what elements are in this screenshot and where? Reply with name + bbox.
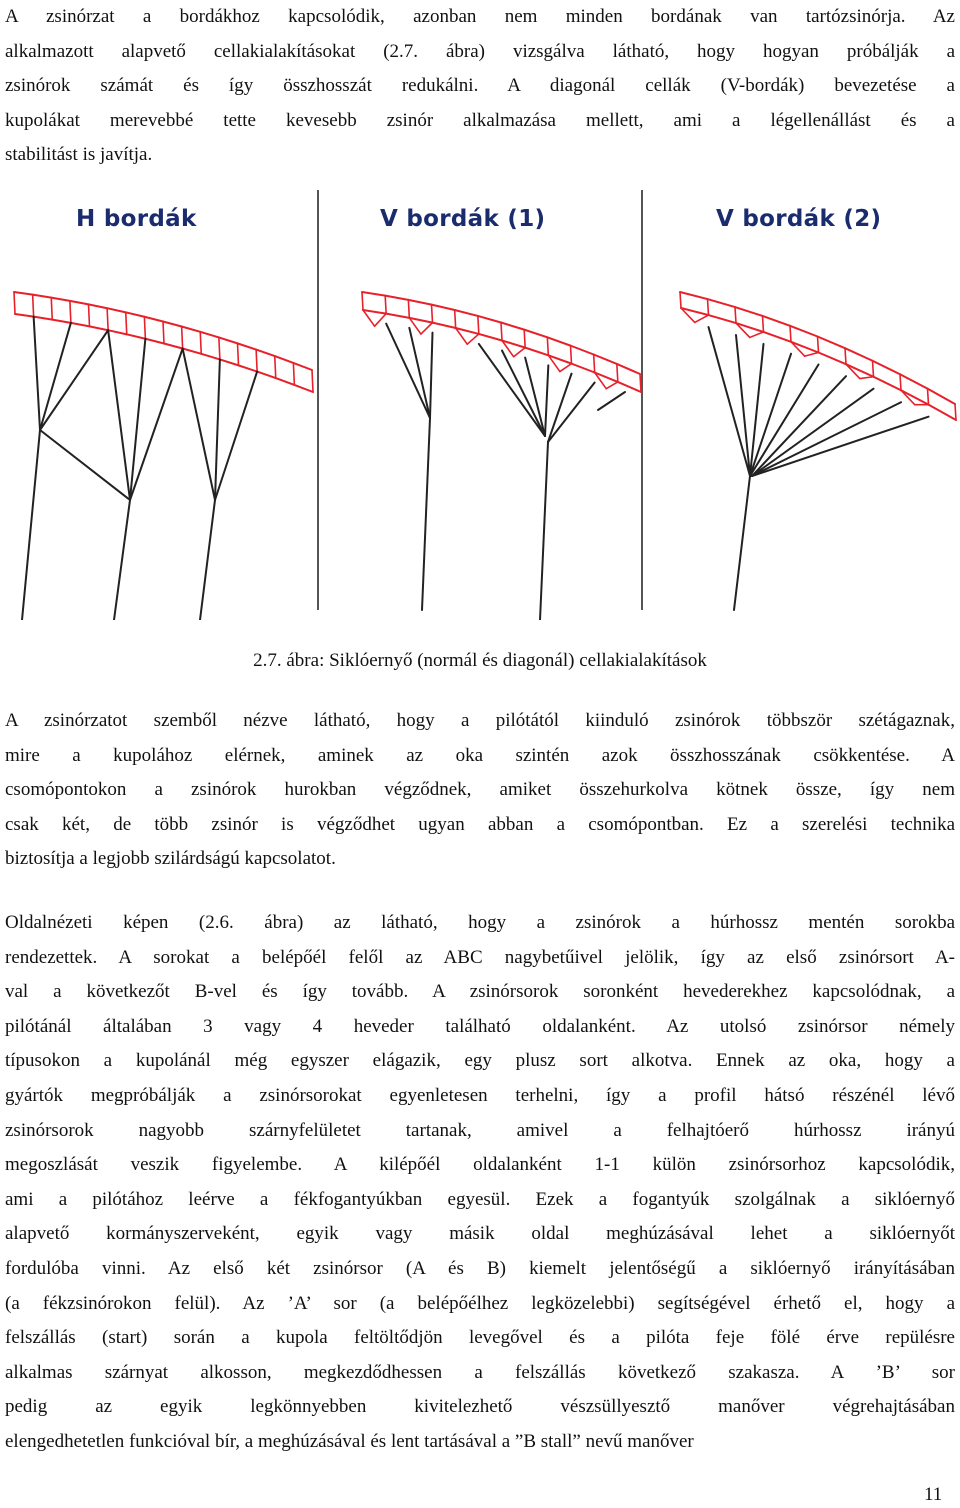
text-line: rendezettek. A sorokat a belépőél felől az ABC nagybetűivel jelölik, így az első zsinórsort A- [5, 946, 955, 968]
canopy-v2-rib [928, 389, 929, 405]
canopy-h-edge [126, 312, 145, 316]
canopy-v2-rib [818, 337, 819, 353]
canopy-v1-edge [618, 382, 641, 392]
suspension-line [409, 328, 430, 418]
canopy-h-edge [257, 372, 276, 379]
canopy-h-edge [276, 378, 295, 385]
suspension-line [114, 500, 130, 620]
canopy-v2-edge [874, 377, 902, 391]
text-line: Oldalnézeti képen (2.6. ábra) az látható, hogy a zsinórok a húrhossz mentén sorokba [5, 912, 955, 933]
canopy-v1-edge [362, 292, 385, 296]
canopy-v1-edge [433, 323, 456, 328]
canopy-v2-edge [900, 374, 928, 388]
text-line: csak két, de több zsinór is végződhet ugyan abban a csomópontban. Ez a szerelési technika [5, 813, 955, 835]
canopy-v1-rib [478, 316, 479, 334]
canopy-h-edge [275, 356, 294, 363]
text-line: stabilitást is javítja. [5, 144, 153, 166]
text-line: biztosítja a legjobb szilárdságú kapcsolatot. [5, 848, 336, 870]
paragraph-1 [5, 0, 955, 173]
canopy-v2-edge [818, 337, 846, 349]
canopy-v2-edge [845, 348, 873, 361]
canopy-v1-edge [501, 323, 524, 330]
canopy-v2-diagonal [805, 353, 819, 357]
text-line: pilótánál általában 3 vagy 4 heveder található oldalanként. Az utolsó zsinórsor némely [5, 1015, 955, 1037]
canopy-v2-rib [735, 307, 736, 323]
canopy-v1-edge [386, 314, 409, 318]
canopy-v2-rib [680, 292, 681, 308]
canopy-v1-edge [432, 305, 455, 310]
suspension-line [736, 335, 750, 476]
canopy-h-rib [182, 327, 183, 349]
canopy-h-rib [200, 332, 201, 354]
canopy-h-edge [33, 295, 52, 298]
canopy-h-edge [70, 301, 89, 305]
text-line: A zsinórzat a bordákhoz kapcsolódik, azonban nem minden bordának van tartózsinórja. Az [5, 6, 955, 27]
suspension-line [430, 333, 433, 418]
canopy-v2-edge [929, 405, 957, 420]
canopy-v1-diagonal [560, 364, 572, 372]
suspension-line [752, 389, 874, 476]
text-line: csomópontokon a zsinórok hurokban végződnek, amiket összehurkolva kötnek össze, így nem [5, 779, 955, 801]
canopy-h-rib [293, 363, 294, 385]
suspension-line [545, 365, 548, 436]
canopy-v1-rib [617, 364, 618, 382]
canopy-h-rib [312, 370, 313, 392]
canopy-v2-edge [928, 389, 956, 404]
suspension-line [108, 330, 130, 500]
canopy-v1-edge [455, 310, 478, 316]
text-line: fordulóba vinni. Az első két zsinórsor (A és B) kiemelt jelentőségű a siklóernyő irányításában [5, 1257, 955, 1279]
suspension-line [34, 317, 40, 430]
canopy-v1-diagonal [421, 323, 433, 334]
canopy-v2-rib [900, 374, 901, 390]
canopy-v1-edge [478, 316, 501, 323]
suspension-line [709, 327, 751, 476]
canopy-h-rib [14, 292, 15, 314]
text-line: típusokon a kupolánál még egyszer elágazik, egy plusz sort alkotva. Ennek az oka, hogy a [5, 1050, 955, 1072]
canopy-v2-edge [873, 361, 901, 375]
canopy-v2-diagonal [750, 332, 764, 338]
text-line: zsinórsorok nagyobb szárnyfelületet tartanak, amivel a felhajtóerő húrhossz irányú [5, 1119, 955, 1141]
canopy-v2-edge [901, 390, 929, 404]
canopy-h-edge [220, 359, 239, 365]
suspension-line [752, 417, 929, 476]
canopy-v1-edge [363, 310, 386, 314]
canopy-v2-rib [790, 326, 791, 342]
canopy-v1-edge [594, 355, 617, 364]
canopy-h-edge [294, 385, 313, 392]
canopy-h-rib [33, 295, 34, 317]
canopy-h-rib [107, 308, 108, 330]
canopy-v1-rib [547, 337, 548, 355]
canopy-h-rib [219, 337, 220, 359]
canopy-h-edge [200, 332, 219, 338]
suspension-line [598, 392, 625, 410]
canopy-h-edge [239, 365, 258, 371]
canopy-h-rib [70, 301, 71, 323]
text-line: (a fékzsinórokon felül). Az ’A’ sor (a belépőélhez legközelebbi) segítségével érhető el, hogy a [5, 1292, 955, 1314]
canopy-h-rib [89, 304, 90, 326]
text-line: zsinórok számát és így összhosszát redukálni. A diagonál cellák (V-bordák) bevezetése a [5, 75, 955, 97]
canopy-v2-edge [764, 332, 792, 342]
canopy-h-edge [256, 350, 275, 357]
canopy-v1-edge [408, 300, 431, 305]
canopy-h-edge [164, 344, 183, 349]
canopy-h-edge [89, 304, 108, 308]
canopy-v2-edge [708, 299, 736, 307]
canopy-v1-edge [572, 364, 595, 373]
canopy-v1-diagonal [467, 334, 479, 344]
canopy-v1-edge [525, 348, 548, 356]
suspension-line [200, 500, 215, 620]
suspension-line [422, 418, 430, 610]
text-line: megoszlását veszik figyelembe. A kilépőél oldalanként 1-1 külön zsinórsorhoz kapcsolódik, [5, 1154, 955, 1176]
canopy-v1-rib [455, 310, 456, 328]
canopy-v2-rib [845, 348, 846, 364]
canopy-v1-rib [432, 305, 433, 323]
suspension-line [548, 383, 595, 443]
canopy-h-edge [183, 349, 202, 354]
text-line: val a következőt B-vel és így tovább. A zsinórsorok soronként hevederekhez kapcsolódnak, a [5, 981, 955, 1003]
canopy-v1-edge [385, 296, 408, 300]
suspension-line [40, 323, 71, 430]
canopy-v2-rib [873, 361, 874, 377]
canopy-v1-rib [362, 292, 363, 310]
text-line: elengedhetetlen funkcióval bír, a meghúzásával és lent tartásával a ”B stall” nevű manőver [5, 1430, 694, 1452]
suspension-line [540, 442, 548, 620]
canopy-v1-rib [501, 323, 502, 341]
canopy-h-rib [163, 322, 164, 344]
suspension-line [40, 330, 108, 430]
canopy-v1-edge [479, 334, 502, 341]
text-line: felszállás (start) során a kupola feltöltődjön levegővel és a pilóta feje fölé érve repülésre [5, 1327, 955, 1349]
suspension-line [752, 402, 901, 476]
canopy-v2-rib [763, 316, 764, 332]
canopy-h-edge [108, 330, 127, 334]
canopy-h-edge [201, 354, 220, 360]
canopy-h-edge [127, 334, 146, 338]
canopy-v1-rib [640, 374, 641, 392]
figure-title-h-ribs: H bordák [76, 206, 197, 232]
canopy-v1-rib [385, 296, 386, 314]
canopy-v1-diagonal [375, 314, 387, 327]
canopy-h-rib [144, 317, 145, 339]
canopy-v2-rib [708, 299, 709, 315]
canopy-h-edge [107, 308, 126, 312]
canopy-h-edge [90, 326, 109, 330]
canopy-v2-diagonal [860, 377, 874, 379]
suspension-line [215, 372, 257, 500]
text-line: kupolákat merevebbé tette kevesebb zsinór alkalmazása mellett, ami a légellenállást és a [5, 109, 955, 131]
canopy-h-edge [15, 314, 34, 317]
suspension-line [22, 430, 40, 620]
canopy-h-edge [144, 317, 163, 322]
canopy-h-edge [71, 323, 90, 327]
text-line: alkalmas szárnyat alkosson, megkezdődhessen a felszállás következő szakasza. A ’B’ sor [5, 1361, 955, 1383]
canopy-v2-diagonal [695, 315, 709, 322]
suspension-line [734, 476, 750, 610]
canopy-v1-rib [594, 355, 595, 373]
canopy-h-edge [182, 327, 201, 332]
text-line: gyártók megpróbálják a zsinórsorokat egyenletesen terhelni, így a profil hátsó részénél lévő [5, 1084, 955, 1106]
suspension-line [386, 324, 430, 418]
canopy-h-edge [34, 317, 53, 320]
canopy-v2-edge [735, 307, 763, 316]
canopy-h-rib [51, 298, 52, 320]
paragraph-3 [5, 906, 955, 1460]
paragraph-2 [5, 704, 955, 877]
canopy-v1-edge [547, 337, 570, 345]
canopy-v1-edge [617, 364, 640, 374]
canopy-h-rib [126, 312, 127, 334]
figure-title-v-ribs-1: V bordák (1) [380, 206, 546, 232]
canopy-v2-edge [763, 316, 791, 326]
text-line: alkalmazott alapvető cellakialakításokat (2.7. ábra) vizsgálva látható, hogy hogyan próbálják a [5, 40, 955, 62]
canopy-h-edge [219, 337, 238, 343]
canopy-h-rib [256, 350, 257, 372]
text-line: mire a kupolához elérnek, aminek az oka szintén azok összhosszának csökkentése. A [5, 744, 955, 766]
canopy-line-diagram [0, 180, 960, 620]
canopy-v1-rib [408, 300, 409, 318]
suspension-line [548, 374, 572, 442]
suspension-line [40, 430, 130, 500]
canopy-v2-edge [680, 292, 708, 299]
text-line: ami a pilótához leérve a fékfogantyúkban egyesül. Ezek a fogantyúk szolgálnak a siklóernyő [5, 1188, 955, 1210]
canopy-h-edge [145, 339, 164, 344]
canopy-v2-edge [819, 353, 847, 365]
text-line: pedig az egyik legkönnyebben kivitelezhető vészsüllyesztő manőver végrehajtásában [5, 1396, 955, 1418]
canopy-v2-edge [790, 326, 818, 337]
canopy-v1-rib [571, 346, 572, 364]
canopy-h-edge [238, 343, 257, 349]
suspension-line [183, 349, 215, 500]
canopy-v1-edge [524, 330, 547, 338]
suspension-line [479, 344, 545, 436]
canopy-v1-edge [571, 346, 594, 355]
canopy-h-edge [52, 320, 71, 323]
canopy-v1-diagonal [606, 382, 618, 389]
figure-cell-designs [0, 180, 960, 620]
canopy-v1-rib [524, 330, 525, 348]
canopy-h-rib [238, 343, 239, 365]
canopy-h-edge [14, 292, 33, 295]
figure-caption: 2.7. ábra: Siklóernyő (normál és diagonál) cellakialakítások [253, 650, 707, 671]
canopy-v2-edge [846, 364, 874, 377]
canopy-h-edge [293, 363, 312, 370]
text-line: alapvető kormányszerveként, egyik vagy másik oldal meghúzásával lehet a siklóernyőt [5, 1223, 955, 1245]
figure-title-v-ribs-2: V bordák (2) [716, 206, 882, 232]
canopy-h-edge [163, 322, 182, 327]
page-number: 11 [924, 1484, 943, 1505]
canopy-v1-diagonal [514, 348, 526, 357]
canopy-v2-edge [709, 315, 737, 323]
canopy-v2-rib [955, 404, 956, 420]
text-line: A zsinórzatot szemből nézve látható, hogy a pilótától kiinduló zsinórok többször szétágaznak, [5, 710, 955, 731]
suspension-line [502, 351, 545, 437]
suspension-line [215, 359, 220, 500]
canopy-h-rib [275, 356, 276, 378]
canopy-h-edge [51, 298, 70, 301]
suspension-line [525, 358, 545, 436]
